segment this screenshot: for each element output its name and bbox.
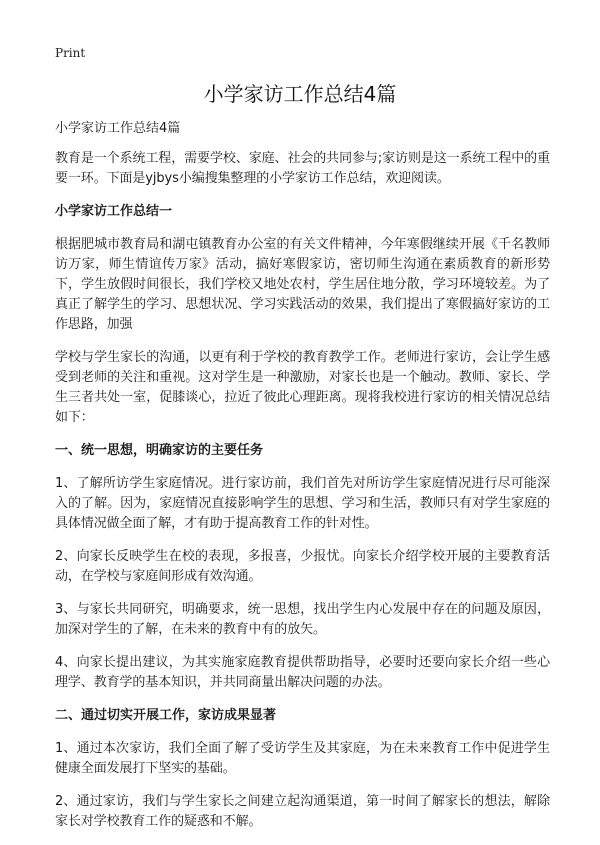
paragraph-2: 学校与学生家长的沟通，以更有利于学校的教育教学工作。老师进行家访，会让学生感受到老师的关注和重视。这对学生是一种激励，对家长也是一个触动。教师、家长、学生三者共处一室，促膝谈心，拉近了彼此心理距离。现将我校进行家访的相关情况总结如下： <box>55 350 550 425</box>
paragraph-1: 根据肥城市教育局和湖屯镇教育办公室的有关文件精神，今年寒假继续开展《千名教师访万家，师生情谊传万家》活动，搞好寒假家访，密切师生沟通在素质教育的新形势下，学生放假时间很长，我们学校又地处农村，学生居住地分散，学习环境较差。为了真正了解学生的学习、思想状况、学习实践活动的效果，我们提出了寒假搞好家访的工作思路，加强 <box>55 237 550 332</box>
list-item: 3、与家长共同研究，明确要求，统一思想，找出学生内心发展中存在的问题及原因，加深对学生的了解，在未来的教育中有的放矢。 <box>55 602 550 637</box>
intro-paragraph: 教育是一个系统工程，需要学校、家庭、社会的共同参与;家访则是这一系统工程中的重要一环。下面是yjbys小编搜集整理的小学家访工作总结，欢迎阅读。 <box>55 151 550 186</box>
article-subtitle: 小学家访工作总结4篇 <box>55 121 181 136</box>
page-title: 小学家访工作总结4篇 <box>203 82 397 106</box>
heading-results: 二、通过切实开展工作，家访成果显著 <box>55 708 277 723</box>
print-link[interactable]: Print <box>55 46 86 60</box>
section-one-title: 小学家访工作总结一 <box>55 204 173 219</box>
list-item: 2、通过家访，我们与学生家长之间建立起沟通渠道，第一时间了解家长的想法，解除家长对学校教育工作的疑惑和不解。 <box>55 794 550 829</box>
list-item: 1、了解所访学生家庭情况。进行家访前，我们首先对所访学生家庭情况进行尽可能深入的了解。因为，家庭情况直接影响学生的思想、学习和生活，教师只有对学生家庭的具体情况做全面了解，才有助于提高教育工作的针对性。 <box>55 476 550 531</box>
list-item: 1、通过本次家访，我们全面了解了受访学生及其家庭，为在未来教育工作中促进学生健康全面发展打下坚实的基础。 <box>55 741 550 776</box>
list-item: 4、向家长提出建议，为其实施家庭教育提供帮助指导，必要时还要向家长介绍一些心理学、教育学的基本知识，并共同商量出解决问题的办法。 <box>55 655 550 690</box>
heading-unify-thinking: 一、统一思想，明确家访的主要任务 <box>55 443 264 458</box>
article-body <box>55 119 550 845</box>
list-item: 2、向家长反映学生在校的表现，多报喜，少报忧。向家长介绍学校开展的主要教育活动，在学校与家庭间形成有效沟通。 <box>55 549 550 584</box>
